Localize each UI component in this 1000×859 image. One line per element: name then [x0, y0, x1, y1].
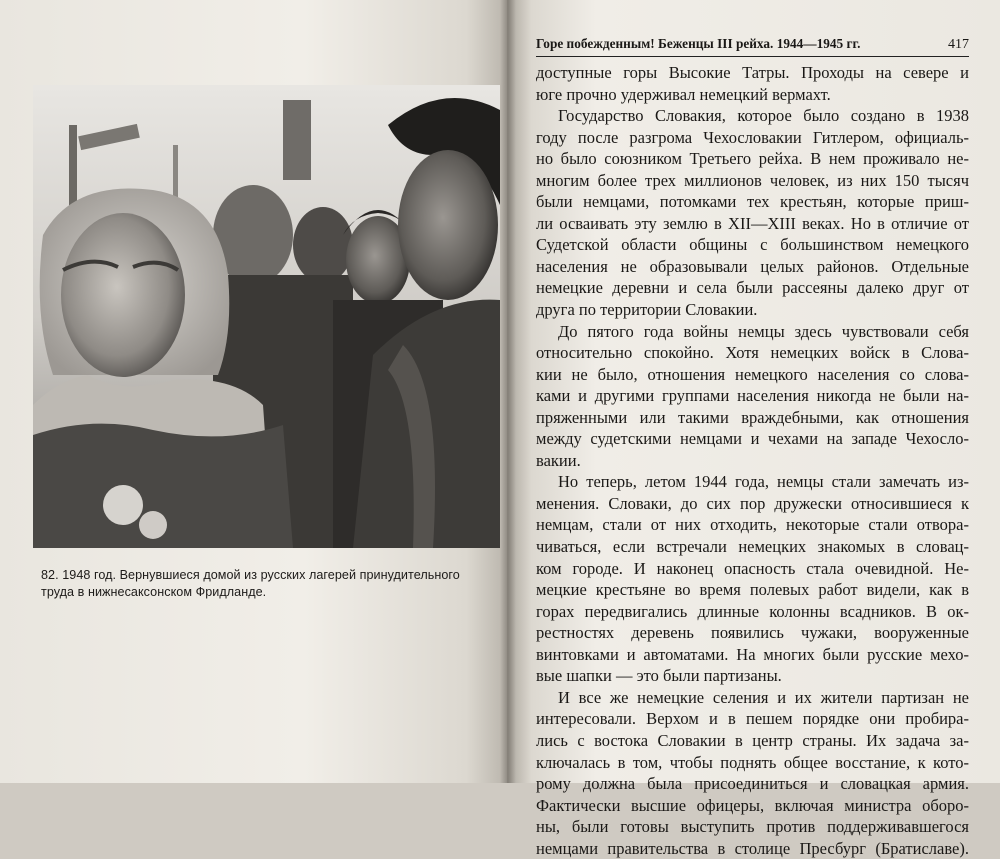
body-line: чиваться, если встречали немецких знакомых в словац- — [536, 537, 969, 557]
body-line: вакии. — [536, 450, 581, 470]
book-gutter — [500, 0, 516, 783]
body-line: ны, были готовы выступить против поддерживавшегося — [536, 817, 969, 837]
body-line: населения не образовывали целых районов. Отдельные — [536, 256, 969, 276]
body-line: юге прочно удерживал немецкий вермахт. — [536, 84, 831, 104]
body-line: вые шапки — это были партизаны. — [536, 666, 782, 686]
body-line: многим более трех миллионов человек, из них 150 тысяч — [536, 170, 969, 190]
body-line: Государство Словакия, которое было создано в 1938 — [558, 106, 969, 126]
body-line: пряженными или такими враждебными, как отношения — [536, 407, 969, 427]
photograph-image — [33, 85, 500, 548]
body-line: году после разгрома Чехословакии Гитлером, официаль- — [536, 127, 969, 147]
photo-caption — [41, 567, 491, 601]
body-line: винтовками и автоматами. На многих были русские мехо- — [536, 644, 969, 664]
photograph — [33, 85, 500, 548]
running-head-title: Горе побежденным! Беженцы III рейха. 1944—1945 гг. — [536, 36, 861, 51]
body-line: доступные горы Высокие Татры. Проходы на севере и — [536, 63, 969, 82]
body-line: Судетской области общины с большинством немецкого — [536, 235, 969, 255]
body-line: немцам, стали от них отходить, некоторые стали отвора- — [536, 515, 969, 535]
body-line: были немцами, потомками тех крестьян, которые приш- — [536, 192, 969, 212]
body-line: Фактически высшие офицеры, включая министра оборо- — [536, 795, 969, 815]
body-line: интересовали. Верхом и в пешем порядке они пробира- — [536, 709, 969, 729]
body-line: мецкие крестьяне во время полевых работ видели, как в — [536, 580, 969, 600]
body-line: ком городе. И наконец опасность стала очевидной. Не- — [536, 558, 969, 578]
body-text — [536, 62, 969, 859]
body-line: между судетскими немцами и чехами на западе Чехосло- — [536, 429, 969, 449]
running-head — [536, 36, 969, 57]
body-line: И все же немецкие селения и их жители партизан не — [558, 687, 969, 707]
body-line: ли осваивать эту землю в XII—XIII веках. Но в отличие от — [536, 213, 969, 233]
body-line: но было союзником Третьего рейха. В нем проживало не- — [536, 149, 969, 169]
body-line: относительно спокойно. Хотя немецких войск в Слова- — [536, 343, 969, 363]
body-line: горах передвигались длинные колонны всадников. В ок- — [536, 601, 969, 621]
body-line: немцами правительства в столице Пресбург (Братиславе). — [536, 838, 969, 858]
body-line: немецкие деревни и села были рассеяны далеко друг от — [536, 278, 969, 298]
body-line: До пятого года войны немцы здесь чувствовали себя — [558, 321, 969, 341]
body-line: друга по территории Словакии. — [536, 300, 758, 320]
body-line: Но теперь, летом 1944 года, немцы стали замечать из- — [558, 472, 969, 492]
body-line: рестностях деревень появились чужаки, вооруженные — [536, 623, 969, 643]
body-line: рому должна была присоединиться и словацкая армия. — [536, 774, 969, 794]
body-line: менения. Словаки, до сих пор дружески относившиеся к — [536, 493, 969, 513]
body-line: ками и другими группами населения никогда не были на- — [536, 386, 969, 406]
page-number: 417 — [948, 37, 969, 52]
body-line: ключалась в том, чтобы поднять общее восстание, к кото- — [536, 752, 969, 772]
caption-line-1: 82. 1948 год. Вернувшиеся домой из русских лагерей принудительного — [41, 568, 460, 582]
body-line: кии не было, отношения немецкого населения со слова- — [536, 364, 969, 384]
body-line: лись с востока Словакии в центр страны. Их задача за- — [536, 730, 969, 750]
caption-line-2: труда в нижнесаксонском Фридланде. — [41, 585, 267, 599]
